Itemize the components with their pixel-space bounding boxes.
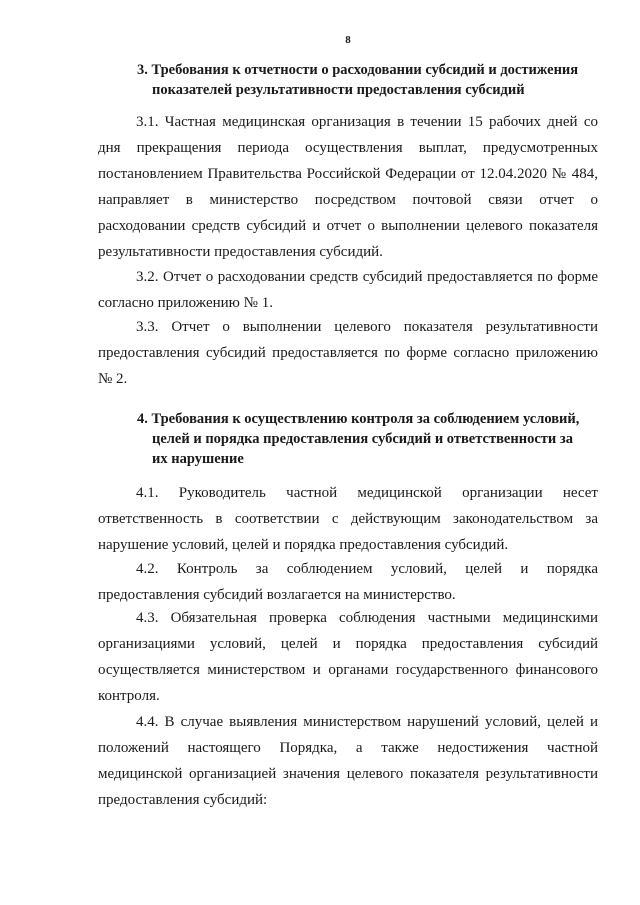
- paragraph-3-1: [98, 109, 598, 265]
- text-line: медицинской организацией значения целевого показателя результативности: [98, 766, 598, 782]
- text-line: 4.3. Обязательная проверка соблюдения частными медицинскими: [136, 610, 598, 626]
- section-4-heading-line: целей и порядка предоставления субсидий и ответственности за: [152, 431, 573, 447]
- text-line: № 2.: [98, 371, 128, 387]
- text-line: осуществляется министерством и органами государственного финансового: [98, 662, 598, 678]
- text-line: 4.1. Руководитель частной медицинской организации несет: [136, 485, 598, 501]
- text-line: 3.3. Отчет о выполнении целевого показателя результативности: [136, 319, 598, 335]
- paragraph-4-2: [98, 556, 598, 608]
- text-line: направляет в министерство посредством почтовой связи отчет о: [98, 192, 598, 208]
- text-line: положений настоящего Порядка, а также недостижения частной: [98, 740, 598, 756]
- paragraph-4-3: [98, 605, 598, 709]
- text-line: результативности предоставления субсидий.: [98, 244, 383, 260]
- paragraph-4-4: [98, 709, 598, 813]
- text-line: 4.4. В случае выявления министерством нарушений условий, целей и: [136, 714, 598, 730]
- paragraph-4-1: [98, 480, 598, 558]
- section-4-heading-line: 4. Требования к осуществлению контроля за соблюдением условий,: [137, 411, 580, 427]
- text-line: предоставления субсидий предоставляется по форме согласно приложению: [98, 345, 598, 361]
- section-4-heading: [137, 409, 607, 469]
- text-line: контроля.: [98, 688, 160, 704]
- text-line: дня прекращения периода осуществления выплат, предусмотренных: [98, 140, 598, 156]
- text-line: 4.2. Контроль за соблюдением условий, целей и порядка: [136, 561, 598, 577]
- paragraph-3-2: [98, 264, 598, 316]
- text-line: 3.2. Отчет о расходовании средств субсидий предоставляется по форме: [136, 269, 598, 285]
- section-3-heading-line: показателей результативности предоставления субсидий: [152, 82, 525, 98]
- text-line: ответственность в соответствии с действующим законодательством за: [98, 511, 598, 527]
- paragraph-3-3: [98, 314, 598, 392]
- page-number: 8: [345, 34, 351, 46]
- text-line: постановлением Правительства Российской Федерации от 12.04.2020 № 484,: [98, 166, 598, 182]
- section-3-heading-line: 3. Требования к отчетности о расходовании субсидий и достижения: [137, 62, 579, 78]
- text-line: согласно приложению № 1.: [98, 295, 273, 311]
- section-4-heading-line: их нарушение: [152, 451, 244, 467]
- text-line: предоставления субсидий возлагается на министерство.: [98, 587, 456, 603]
- text-line: организациями условий, целей и порядка предоставления субсидий: [98, 636, 598, 652]
- text-line: нарушение условий, целей и порядка предоставления субсидий.: [98, 537, 509, 553]
- text-line: расходовании средств субсидий и отчет о выполнении целевого показателя: [98, 218, 598, 234]
- section-3-heading: [137, 60, 607, 100]
- text-line: 3.1. Частная медицинская организация в течении 15 рабочих дней со: [136, 114, 598, 130]
- text-line: предоставления субсидий:: [98, 792, 268, 808]
